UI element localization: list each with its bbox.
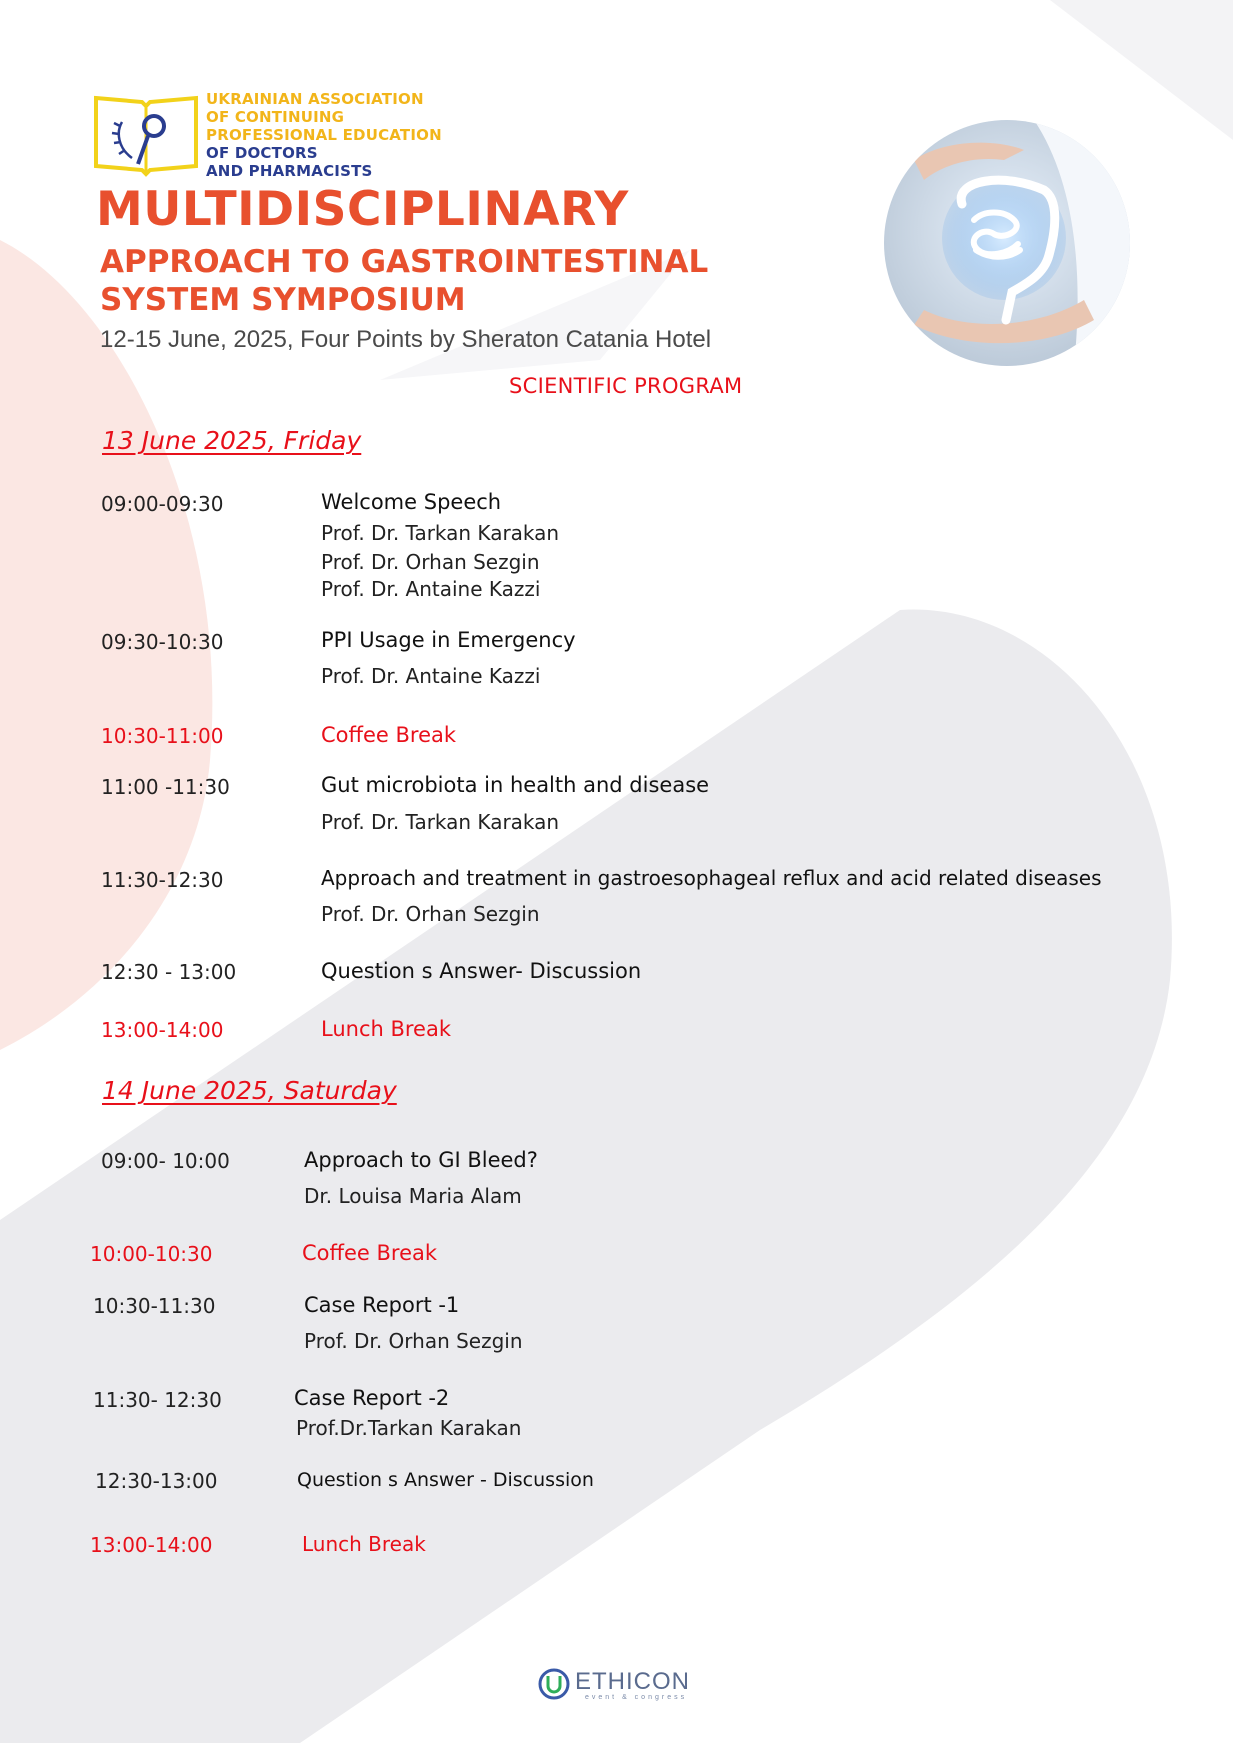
ethicon-wordmark: ETHICON — [575, 1668, 690, 1695]
association-name-line2: OF CONTINUING — [206, 108, 345, 126]
day2-session6-title: Lunch Break — [302, 1532, 426, 1556]
day2-session3-time: 10:30-11:30 — [93, 1294, 216, 1318]
day1-session4-time: 11:00 -11:30 — [101, 775, 230, 799]
day1-session6-title: Question s Answer- Discussion — [321, 959, 642, 983]
day1-session1-title: Welcome Speech — [321, 490, 502, 514]
day1-session5-time: 11:30-12:30 — [101, 868, 224, 892]
day2-session1-speaker1: Dr. Louisa Maria Alam — [304, 1184, 522, 1208]
day2-session5-title: Question s Answer - Discussion — [297, 1469, 594, 1491]
day1-session7-title: Lunch Break — [321, 1017, 452, 1041]
day1-session6-time: 12:30 - 13:00 — [101, 960, 237, 984]
day2-session1-time: 09:00- 10:00 — [101, 1149, 230, 1173]
page-subtitle-line2: SYSTEM SYMPOSIUM — [100, 282, 466, 318]
page-title: MULTIDISCIPLINARY — [96, 182, 629, 237]
day1-session1-time: 09:00-09:30 — [101, 492, 224, 516]
ethicon-logo — [537, 1665, 697, 1705]
day1-session4-title: Gut microbiota in health and disease — [321, 773, 710, 797]
day1-session4-speaker1: Prof. Dr. Tarkan Karakan — [321, 810, 560, 834]
day1-session2-speaker1: Prof. Dr. Antaine Kazzi — [321, 664, 541, 688]
day1-session2-time: 09:30-10:30 — [101, 630, 224, 654]
day2-session3-title: Case Report -1 — [304, 1293, 460, 1317]
day2-session4-title: Case Report -2 — [294, 1386, 450, 1410]
gut-illustration-photo — [884, 120, 1130, 366]
day1-session1-speaker2: Prof. Dr. Orhan Sezgin — [321, 550, 540, 574]
day1-session7-time: 13:00-14:00 — [101, 1018, 224, 1042]
day1-heading: 13 June 2025, Friday — [102, 426, 362, 455]
day2-session2-time: 10:00-10:30 — [90, 1242, 213, 1266]
program-label: SCIENTIFIC PROGRAM — [509, 374, 743, 398]
day2-session1-title: Approach to GI Bleed? — [304, 1148, 538, 1172]
day1-session2-title: PPI Usage in Emergency — [321, 628, 576, 652]
day1-session5-title: Approach and treatment in gastroesophageal reflux and acid related diseases — [321, 866, 1102, 890]
day1-session1-speaker1: Prof. Dr. Tarkan Karakan — [321, 521, 560, 545]
association-name-line3: PROFESSIONAL EDUCATION — [206, 126, 442, 144]
day1-session3-time: 10:30-11:00 — [101, 724, 224, 748]
day2-heading: 14 June 2025, Saturday — [102, 1076, 397, 1105]
day2-session4-time: 11:30- 12:30 — [93, 1388, 222, 1412]
day1-session5-speaker1: Prof. Dr. Orhan Sezgin — [321, 902, 540, 926]
association-logo-icon — [92, 92, 200, 178]
day2-session3-speaker1: Prof. Dr. Orhan Sezgin — [304, 1329, 523, 1353]
day2-session2-title: Coffee Break — [302, 1241, 438, 1265]
day2-session4-speaker1: Prof.Dr.Tarkan Karakan — [296, 1416, 522, 1440]
association-name-line5: AND PHARMACISTS — [206, 162, 373, 180]
page-subtitle-line1: APPROACH TO GASTROINTESTINAL — [100, 244, 709, 280]
day1-session1-speaker3: Prof. Dr. Antaine Kazzi — [321, 577, 541, 601]
event-venue: 12-15 June, 2025, Four Points by Sheraton Catania Hotel — [100, 326, 712, 353]
ethicon-mark-icon — [537, 1667, 571, 1701]
day1-session3-title: Coffee Break — [321, 723, 457, 747]
day2-session5-time: 12:30-13:00 — [95, 1469, 218, 1493]
association-name-line1: UKRAINIAN ASSOCIATION — [206, 90, 424, 108]
ethicon-tagline: event & congress — [585, 1694, 688, 1701]
day2-session6-time: 13:00-14:00 — [90, 1533, 213, 1557]
association-name-line4: OF DOCTORS — [206, 144, 318, 162]
